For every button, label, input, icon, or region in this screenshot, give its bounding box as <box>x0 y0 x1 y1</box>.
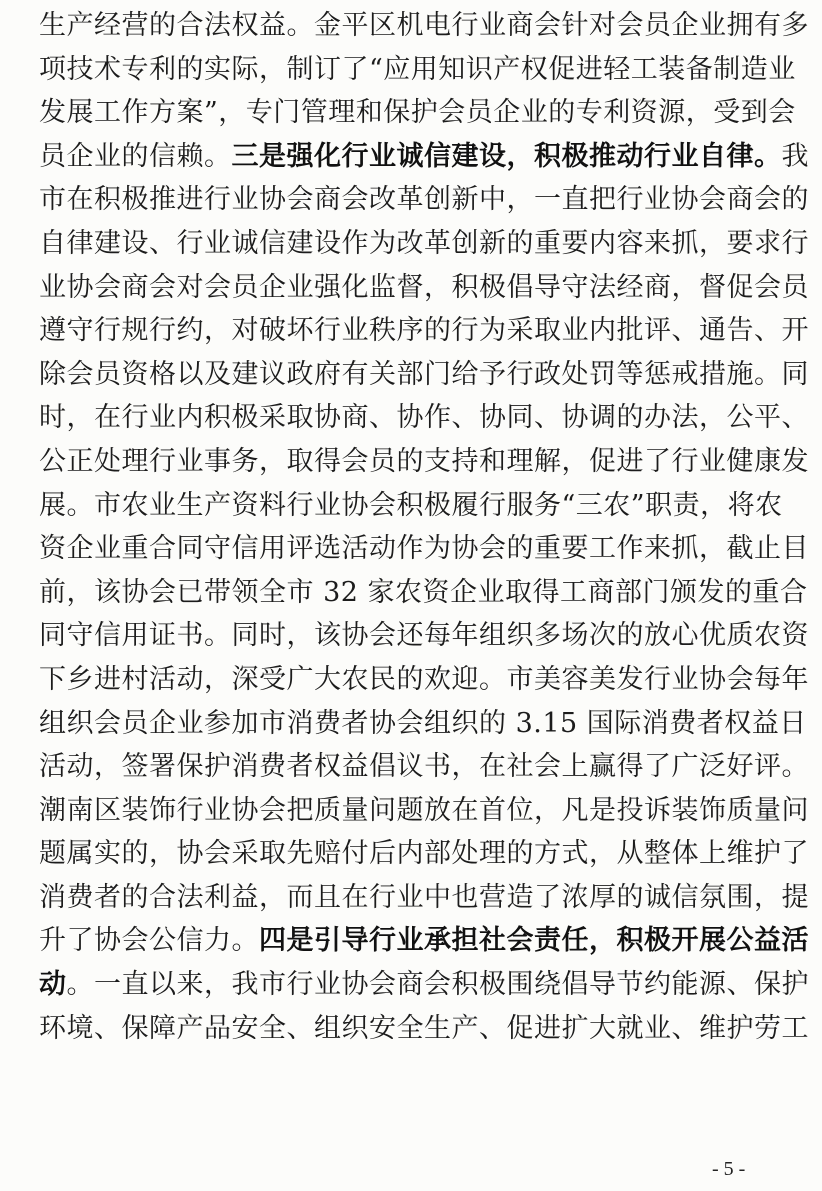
text-segment: 时，在行业内积极采取协商、协作、协同、协调的办法，公平、 <box>39 402 809 434</box>
text-line <box>39 571 808 615</box>
bold-heading-text: 三是强化行业诚信建设，积极推动行业自律。 <box>231 140 782 172</box>
text-line <box>39 4 809 48</box>
text-line <box>39 353 809 397</box>
text-line <box>39 309 809 353</box>
text-segment: 潮南区装饰行业协会把质量问题放在首位，凡是投诉装饰质量问 <box>39 794 809 826</box>
text-segment: 题属实的，协会采取先赔付后内部处理的方式，从整体上维护了 <box>39 838 809 870</box>
text-segment: 。一直以来，我市行业协会商会积极围绕倡导节约能源、保护 <box>66 969 809 1001</box>
text-line <box>39 48 796 92</box>
text-segment: 项技术专利的实际，制订了“应用知识产权促进轻工装备制造业 <box>39 53 796 85</box>
text-line <box>39 91 796 135</box>
page-number: - 5 - <box>712 1158 746 1180</box>
text-segment: 前，该协会已带领全市 32 家农资企业取得工商部门颁发的重合 <box>39 576 808 608</box>
text-line <box>39 440 809 484</box>
text-segment: 展。市农业生产资料行业协会积极履行服务“三农”职责，将农 <box>39 489 783 521</box>
text-line <box>39 396 809 440</box>
text-segment: 发展工作方案”，专门管理和保护会员企业的专利资源，受到会 <box>39 97 796 129</box>
text-line <box>39 614 809 658</box>
text-segment: 遵守行规行约，对破坏行业秩序的行为采取业内批评、通告、开 <box>39 315 809 347</box>
text-segment: 业协会商会对会员企业强化监督，积极倡导守法经商，督促会员 <box>39 271 809 303</box>
text-line <box>39 658 809 702</box>
text-segment: 下乡进村活动，深受广大农民的欢迎。市美容美发行业协会每年 <box>39 663 809 695</box>
text-line <box>39 222 809 266</box>
text-line <box>39 876 809 920</box>
text-line <box>39 527 809 571</box>
text-segment: 自律建设、行业诚信建设作为改革创新的重要内容来抓，要求行 <box>39 227 809 259</box>
text-line <box>39 266 809 310</box>
text-line <box>39 1007 809 1051</box>
text-segment: 员企业的信赖。 <box>39 140 232 172</box>
text-segment: 升了协会公信力。 <box>39 925 259 957</box>
bold-heading-text: 动 <box>39 969 67 1001</box>
text-line <box>39 135 809 179</box>
text-line <box>39 702 807 746</box>
text-line <box>39 789 809 833</box>
text-segment: 资企业重合同守信用评选活动作为协会的重要工作来抓，截止目 <box>39 533 809 565</box>
text-line <box>39 919 809 963</box>
text-segment: 环境、保障产品安全、组织安全生产、促进扩大就业、维护劳工 <box>39 1012 809 1044</box>
text-segment: 组织会员企业参加市消费者协会组织的 3.15 国际消费者权益日 <box>39 707 807 739</box>
text-segment: 除会员资格以及建议政府有关部门给予行政处罚等惩戒措施。同 <box>39 358 809 390</box>
body-text <box>39 4 809 1050</box>
text-line <box>39 963 809 1007</box>
text-segment: 同守信用证书。同时，该协会还每年组织多场次的放心优质农资 <box>39 620 809 652</box>
text-segment: 市在积极推进行业协会商会改革创新中，一直把行业协会商会的 <box>39 184 809 216</box>
text-line <box>39 484 783 528</box>
text-segment: 消费者的合法利益，而且在行业中也营造了浓厚的诚信氛围，提 <box>39 881 809 913</box>
text-segment: 活动，签署保护消费者权益倡议书，在社会上赢得了广泛好评。 <box>39 751 809 783</box>
text-segment: 生产经营的合法权益。金平区机电行业商会针对会员企业拥有多 <box>39 10 809 41</box>
text-segment: 公正处理行业事务，取得会员的支持和理解，促进了行业健康发 <box>39 445 809 477</box>
text-line <box>39 832 809 876</box>
bold-heading-text: 四是引导行业承担社会责任，积极开展公益活 <box>259 925 809 957</box>
text-line <box>39 745 809 789</box>
text-segment: 我 <box>781 140 809 172</box>
text-line <box>39 178 809 222</box>
